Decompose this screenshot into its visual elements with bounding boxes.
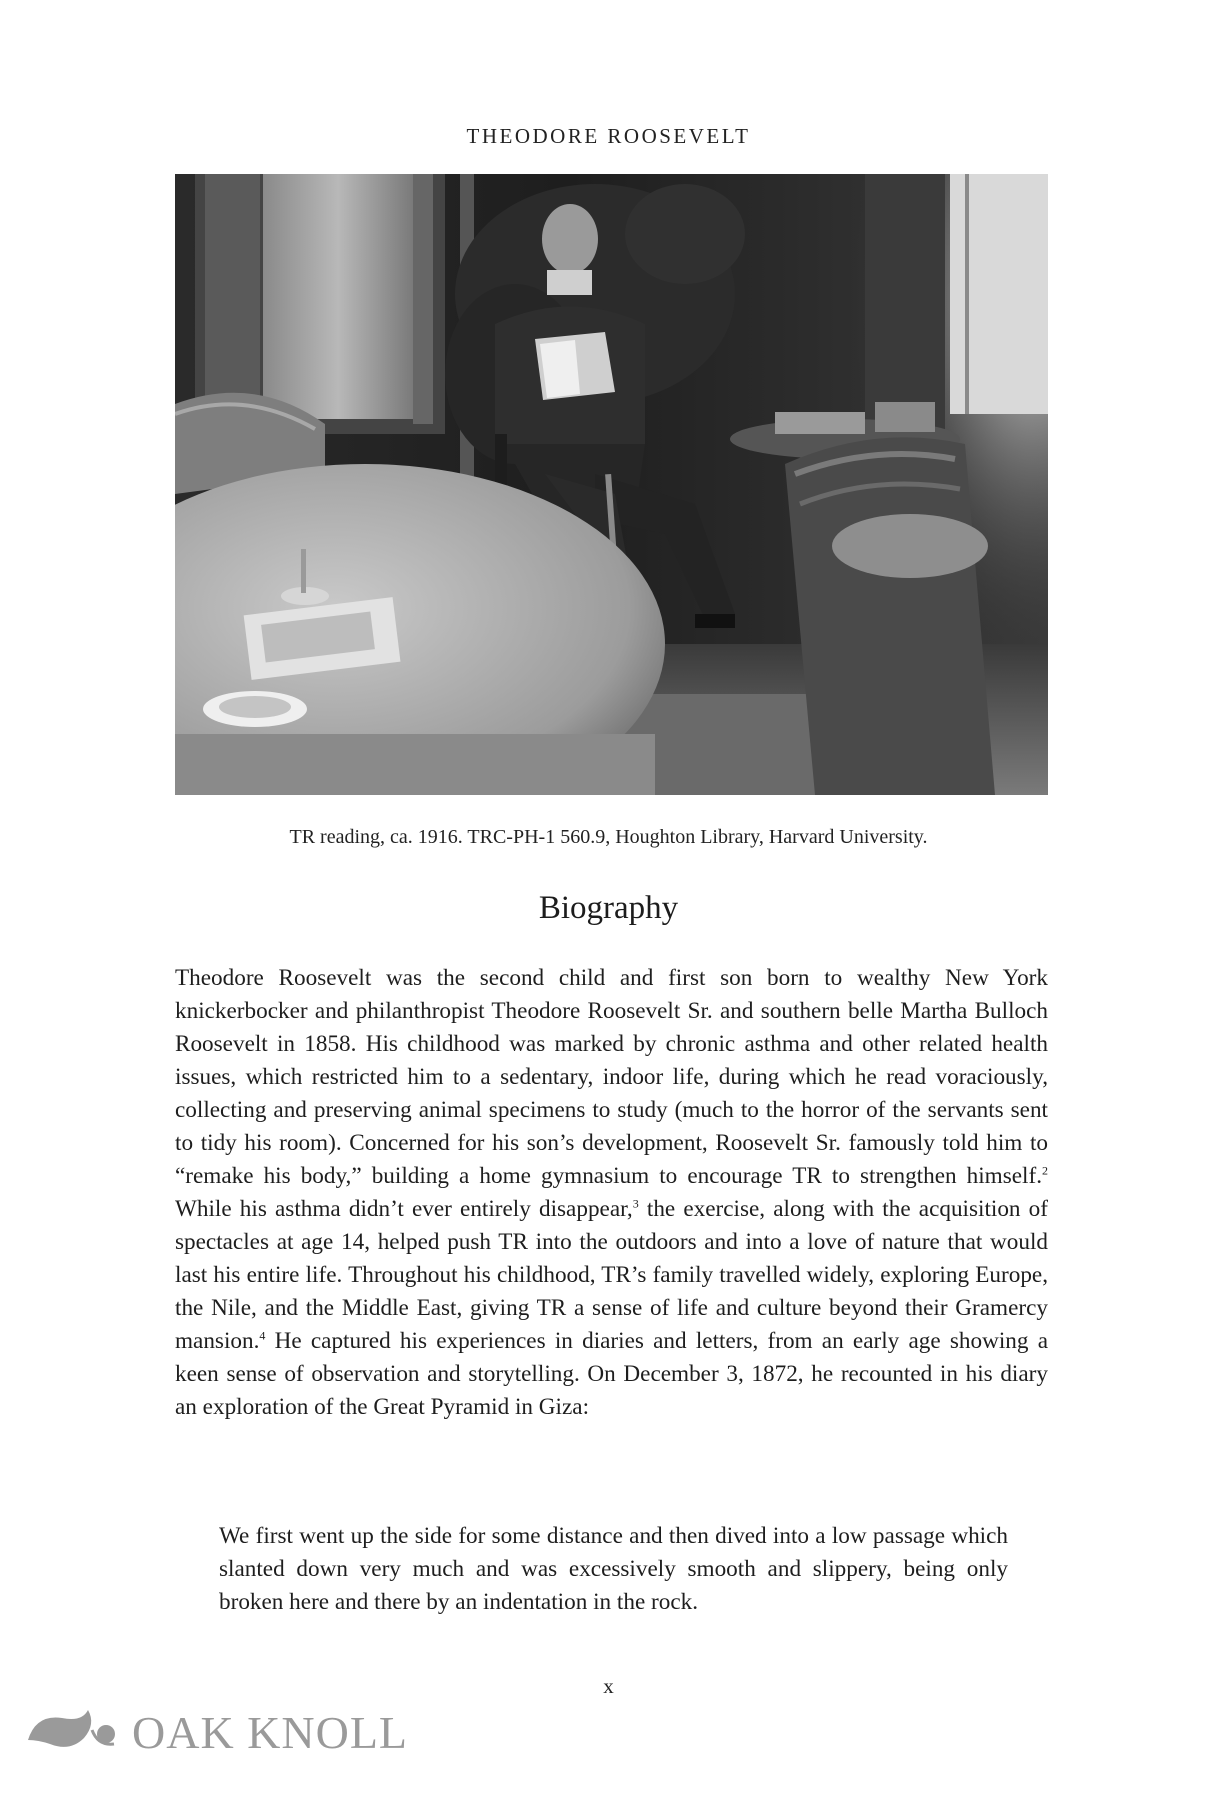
watermark-text: OAK KNOLL [132,1707,409,1758]
oak-leaf-icon [28,1710,115,1747]
body-text-segment: Theodore Roosevelt was the second child and first son born to wealthy New York knickerbocker and philanthropist Theodore Roosevelt Sr. and southern belle Martha Bulloch Roosevelt in 1858. His childhood was marked by chronic asthma and other related health issues, which restricted him to a sedentary, indoor life, during which he read voraciously, collecting and preserving animal specimens to study (much to the horror of the servants sent to tidy his room). Concerned for his son’s development, Roosevelt Sr. famously told him to “remake his body,” building a home gymnasium to encourage TR to strengthen himself. [175,965,1048,1189]
footnote-ref: 4 [259,1328,266,1343]
watermark [22,1700,462,1760]
photograph [175,174,1048,795]
figure-caption: TR reading, ca. 1916. TRC-PH-1 560.9, Houghton Library, Harvard University. [289,826,928,848]
footnote-ref: 3 [632,1196,639,1211]
body-text-segment: While his asthma didn’t ever entirely disappear, [175,1196,633,1222]
oak-knoll-logo [22,1700,462,1760]
body-text-segment: the exercise, along with the acquisition of spectacles at age 14, helped push TR into the outdoors and into a love of nature that would last his entire life. Throughout his childhood, TR’s family travelled widely, exploring Europe, the Nile, and the Middle East, giving TR a sense of life and culture beyond their Gramercy mansion. [175,1196,1048,1354]
running-head: THEODORE ROOSEVELT [466,124,751,148]
body-text-segment: He captured his experiences in diaries and letters, from an early age showing a keen sense of observation and storytelling. On December 3, 1872, he recounted in his diary an exploration of the Great Pyramid in Giza: [175,1328,1048,1420]
body-paragraph [175,962,1048,1424]
section-title: Biography [538,890,679,926]
page-number: x [603,1674,614,1698]
block-quote: We first went up the side for some distance and then dived into a low passage which slanted down very much and was excessively smooth and slippery, being only broken here and there by an indentation in the rock. [219,1523,1008,1615]
footnote-ref: 2 [1042,1163,1048,1178]
photo-illustration [175,174,1048,795]
